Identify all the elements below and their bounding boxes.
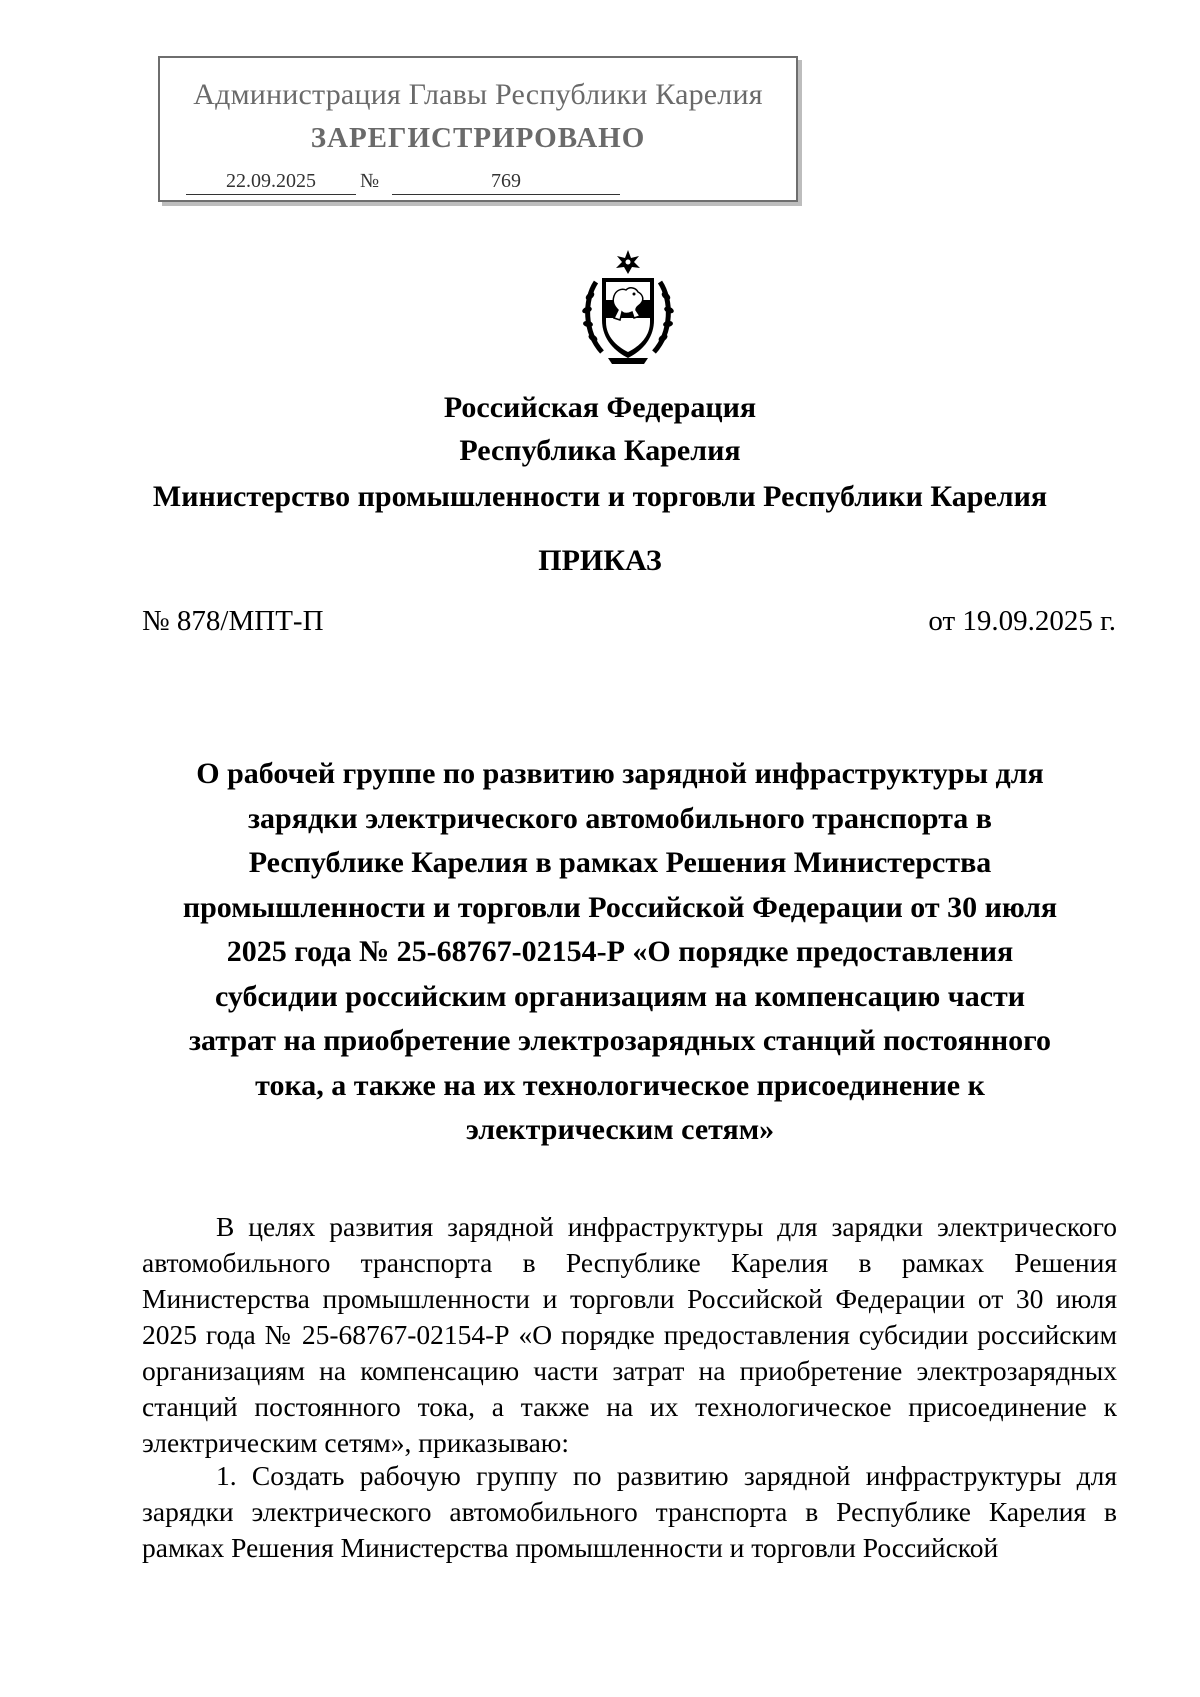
body-paragraph-preamble: В целях развития зарядной инфраструктуры для зарядки электрического автомобильного транспорта в Республике Карелия в рамках Решения Министерства промышленности и торговли Российской Федерации от 30 июля 2025 года № 25-68767-02154-Р «О порядке предоставления субсидии российским организациям на компенсацию части затрат на приобретение электрозарядных станций постоянного тока, а также на их технологическое присоединение к электрическим сетям», приказываю: <box>142 1211 1117 1458</box>
stamp-number: 769 <box>392 170 620 195</box>
order-number: № 878/МПТ-П <box>142 605 324 637</box>
subject-line: зарядки электрического автомобильного транспорта в <box>248 801 992 835</box>
subject-line: 2025 года № 25-68767-02154-Р «О порядке предоставления <box>226 935 1014 968</box>
order-title: ПРИКАЗ <box>538 544 662 577</box>
order-date: от 19.09.2025 г. <box>928 605 1116 637</box>
body-paragraph-item-1: 1. Создать рабочую группу по развитию зарядной инфраструктуры для зарядки электрического автомобильного транспорта в Республике Карелия в рамках Решения Министерства промышленности и торговли Российской <box>142 1460 1117 1563</box>
header-republic: Республика Карелия <box>459 434 741 467</box>
subject-line: О рабочей группе по развитию зарядной инфраструктуры для <box>196 757 1044 790</box>
karelia-coat-of-arms-icon <box>578 248 678 366</box>
subject-line: промышленности и торговли Российской Федерации от 30 июля <box>182 890 1058 924</box>
header-country: Российская Федерация <box>443 391 757 424</box>
subject-line: Республике Карелия в рамках Решения Министерства <box>248 846 992 879</box>
subject-line: тока, а также на их технологическое присоединение к <box>255 1068 985 1102</box>
stamp-number-label: № <box>360 170 380 192</box>
header-ministry: Министерство промышленности и торговли Республики Карелия <box>152 480 1048 513</box>
subject-line: затрат на приобретение электрозарядных станций постоянного <box>188 1024 1052 1057</box>
stamp-date: 22.09.2025 <box>186 170 356 195</box>
subject-line: субсидии российским организациям на компенсацию части <box>214 979 1026 1013</box>
subject-line: электрическим сетям» <box>465 1113 775 1146</box>
stamp-status: ЗАРЕГИСТРИРОВАНО <box>310 122 646 154</box>
order-subject <box>120 752 1120 1153</box>
stamp-organization: Администрация Главы Республики Карелия <box>193 78 763 111</box>
registration-stamp <box>158 56 798 202</box>
